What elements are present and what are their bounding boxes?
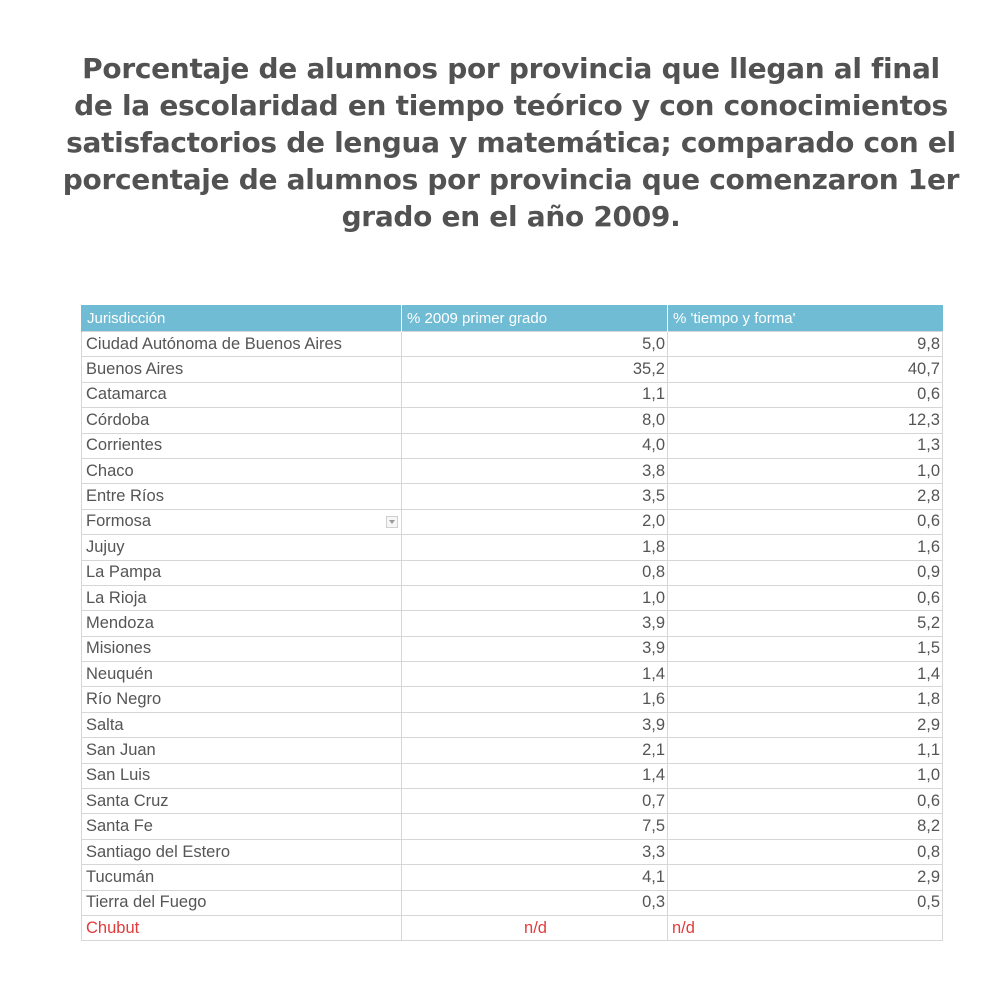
cell-jurisdiccion[interactable] — [82, 738, 402, 763]
cell-tiempo-y-forma[interactable]: 1,5 — [668, 636, 943, 661]
table-row — [82, 738, 943, 763]
cell-jurisdiccion[interactable] — [82, 408, 402, 433]
jurisdiccion-label: Jujuy — [86, 537, 125, 556]
cell-2009-primer-grado[interactable]: 3,8 — [402, 458, 668, 483]
jurisdiccion-label: Chubut — [86, 918, 140, 937]
jurisdiccion-label: Chaco — [86, 461, 134, 480]
cell-2009-primer-grado[interactable]: 3,3 — [402, 839, 668, 864]
cell-2009-primer-grado[interactable]: 2,1 — [402, 738, 668, 763]
cell-tiempo-y-forma[interactable]: 1,8 — [668, 687, 943, 712]
table-row — [82, 408, 943, 433]
cell-jurisdiccion[interactable] — [82, 560, 402, 585]
jurisdiccion-label: San Luis — [86, 766, 151, 785]
cell-2009-primer-grado[interactable]: 1,8 — [402, 535, 668, 560]
table-row — [82, 915, 943, 940]
cell-jurisdiccion[interactable] — [82, 814, 402, 839]
jurisdiccion-label: Tierra del Fuego — [86, 893, 207, 912]
table-row — [82, 636, 943, 661]
table-row — [82, 484, 943, 509]
dropdown-filter-icon[interactable] — [386, 516, 398, 528]
header-2009-primer-grado[interactable]: % 2009 primer grado — [402, 305, 668, 332]
cell-2009-primer-grado[interactable]: 0,7 — [402, 789, 668, 814]
header-tiempo-y-forma[interactable]: % 'tiempo y forma' — [668, 305, 943, 332]
jurisdiccion-label: Córdoba — [86, 410, 150, 429]
jurisdiccion-label: Santiago del Estero — [86, 842, 231, 861]
jurisdiccion-label: Catamarca — [86, 385, 167, 404]
jurisdiccion-label: San Juan — [86, 740, 156, 759]
cell-jurisdiccion[interactable] — [82, 636, 402, 661]
jurisdiccion-label: Formosa — [86, 512, 152, 531]
table-row — [82, 662, 943, 687]
cell-2009-primer-grado[interactable]: n/d — [402, 915, 668, 940]
table-row — [82, 382, 943, 407]
jurisdiccion-label: Entre Ríos — [86, 487, 164, 506]
jurisdiccion-label: Ciudad Autónoma de Buenos Aires — [86, 334, 342, 353]
cell-jurisdiccion[interactable] — [82, 865, 402, 890]
cell-2009-primer-grado[interactable]: 1,0 — [402, 585, 668, 610]
jurisdiccion-label: Río Negro — [86, 690, 162, 709]
cell-jurisdiccion[interactable] — [82, 611, 402, 636]
table-row — [82, 535, 943, 560]
table-row — [82, 763, 943, 788]
table-header — [82, 305, 943, 332]
cell-jurisdiccion[interactable] — [82, 535, 402, 560]
data-table-container — [81, 305, 942, 941]
table-body — [82, 332, 943, 941]
cell-tiempo-y-forma[interactable]: 0,9 — [668, 560, 943, 585]
table-row — [82, 712, 943, 737]
cell-jurisdiccion[interactable] — [82, 839, 402, 864]
cell-tiempo-y-forma[interactable]: 0,6 — [668, 509, 943, 534]
cell-tiempo-y-forma[interactable]: 0,6 — [668, 585, 943, 610]
cell-2009-primer-grado[interactable]: 1,1 — [402, 382, 668, 407]
cell-tiempo-y-forma[interactable]: 40,7 — [668, 357, 943, 382]
cell-jurisdiccion[interactable] — [82, 763, 402, 788]
cell-tiempo-y-forma[interactable]: 1,4 — [668, 662, 943, 687]
cell-2009-primer-grado[interactable]: 1,4 — [402, 763, 668, 788]
jurisdiccion-label: La Pampa — [86, 563, 162, 582]
table-row — [82, 509, 943, 534]
cell-jurisdiccion[interactable] — [82, 382, 402, 407]
cell-tiempo-y-forma[interactable]: 1,0 — [668, 458, 943, 483]
table-row — [82, 890, 943, 915]
cell-2009-primer-grado[interactable]: 3,5 — [402, 484, 668, 509]
cell-2009-primer-grado[interactable]: 4,1 — [402, 865, 668, 890]
header-jurisdiccion[interactable]: Jurisdicción — [82, 305, 402, 332]
table-row — [82, 458, 943, 483]
cell-jurisdiccion[interactable] — [82, 712, 402, 737]
jurisdiccion-label: Salta — [86, 715, 124, 734]
cell-2009-primer-grado[interactable]: 0,3 — [402, 890, 668, 915]
cell-tiempo-y-forma[interactable]: 1,3 — [668, 433, 943, 458]
table-row — [82, 814, 943, 839]
cell-tiempo-y-forma[interactable]: 2,8 — [668, 484, 943, 509]
table-row — [82, 789, 943, 814]
cell-2009-primer-grado[interactable]: 1,4 — [402, 662, 668, 687]
jurisdiction-table — [81, 305, 943, 941]
cell-2009-primer-grado[interactable]: 2,0 — [402, 509, 668, 534]
jurisdiccion-label: Santa Fe — [86, 817, 153, 836]
jurisdiccion-label: Santa Cruz — [86, 791, 169, 810]
jurisdiccion-label: Corrientes — [86, 436, 163, 455]
cell-tiempo-y-forma[interactable]: 1,1 — [668, 738, 943, 763]
header-row — [82, 305, 943, 332]
cell-tiempo-y-forma[interactable]: 1,0 — [668, 763, 943, 788]
page-title: Porcentaje de alumnos por provincia que llegan al final de la escolaridad en tiempo teórico y con conocimientos satisfactorios de lengua y matemática; comparado con el porcentaje de alumnos por provincia que comenzaron 1er grado en el año 2009. — [62, 52, 960, 233]
cell-jurisdiccion[interactable] — [82, 458, 402, 483]
jurisdiccion-label: Buenos Aires — [86, 360, 184, 379]
cell-jurisdiccion[interactable] — [82, 789, 402, 814]
cell-2009-primer-grado[interactable]: 3,9 — [402, 712, 668, 737]
cell-tiempo-y-forma[interactable]: 12,3 — [668, 408, 943, 433]
table-row — [82, 560, 943, 585]
cell-tiempo-y-forma[interactable]: 9,8 — [668, 332, 943, 357]
cell-tiempo-y-forma[interactable]: 0,5 — [668, 890, 943, 915]
table-row — [82, 839, 943, 864]
cell-jurisdiccion[interactable] — [82, 585, 402, 610]
cell-jurisdiccion[interactable] — [82, 662, 402, 687]
cell-2009-primer-grado[interactable]: 8,0 — [402, 408, 668, 433]
cell-tiempo-y-forma[interactable]: 0,8 — [668, 839, 943, 864]
cell-tiempo-y-forma[interactable]: 1,6 — [668, 535, 943, 560]
table-row — [82, 611, 943, 636]
cell-jurisdiccion[interactable] — [82, 433, 402, 458]
chevron-down-icon — [389, 520, 395, 524]
cell-2009-primer-grado[interactable]: 0,8 — [402, 560, 668, 585]
cell-2009-primer-grado[interactable]: 35,2 — [402, 357, 668, 382]
cell-2009-primer-grado[interactable]: 1,6 — [402, 687, 668, 712]
cell-tiempo-y-forma[interactable]: 2,9 — [668, 865, 943, 890]
jurisdiccion-label: Neuquén — [86, 664, 153, 683]
table-row — [82, 357, 943, 382]
cell-jurisdiccion[interactable] — [82, 332, 402, 357]
jurisdiccion-label: La Rioja — [86, 588, 147, 607]
cell-jurisdiccion[interactable] — [82, 509, 402, 534]
cell-jurisdiccion[interactable] — [82, 484, 402, 509]
cell-2009-primer-grado[interactable]: 3,9 — [402, 636, 668, 661]
cell-2009-primer-grado[interactable]: 3,9 — [402, 611, 668, 636]
table-row — [82, 585, 943, 610]
jurisdiccion-label: Mendoza — [86, 613, 154, 632]
jurisdiccion-label: Misiones — [86, 639, 152, 658]
cell-tiempo-y-forma[interactable]: 2,9 — [668, 712, 943, 737]
jurisdiccion-label: Tucumán — [86, 867, 155, 886]
table-row — [82, 433, 943, 458]
cell-tiempo-y-forma[interactable]: 8,2 — [668, 814, 943, 839]
cell-2009-primer-grado[interactable]: 5,0 — [402, 332, 668, 357]
cell-jurisdiccion[interactable] — [82, 687, 402, 712]
table-row — [82, 865, 943, 890]
cell-jurisdiccion[interactable] — [82, 890, 402, 915]
cell-jurisdiccion[interactable] — [82, 357, 402, 382]
cell-2009-primer-grado[interactable]: 7,5 — [402, 814, 668, 839]
cell-tiempo-y-forma[interactable]: n/d — [668, 915, 943, 940]
cell-tiempo-y-forma[interactable]: 0,6 — [668, 382, 943, 407]
cell-2009-primer-grado[interactable]: 4,0 — [402, 433, 668, 458]
table-row — [82, 687, 943, 712]
table-row — [82, 332, 943, 357]
cell-tiempo-y-forma[interactable]: 5,2 — [668, 611, 943, 636]
cell-jurisdiccion[interactable] — [82, 915, 402, 940]
cell-tiempo-y-forma[interactable]: 0,6 — [668, 789, 943, 814]
